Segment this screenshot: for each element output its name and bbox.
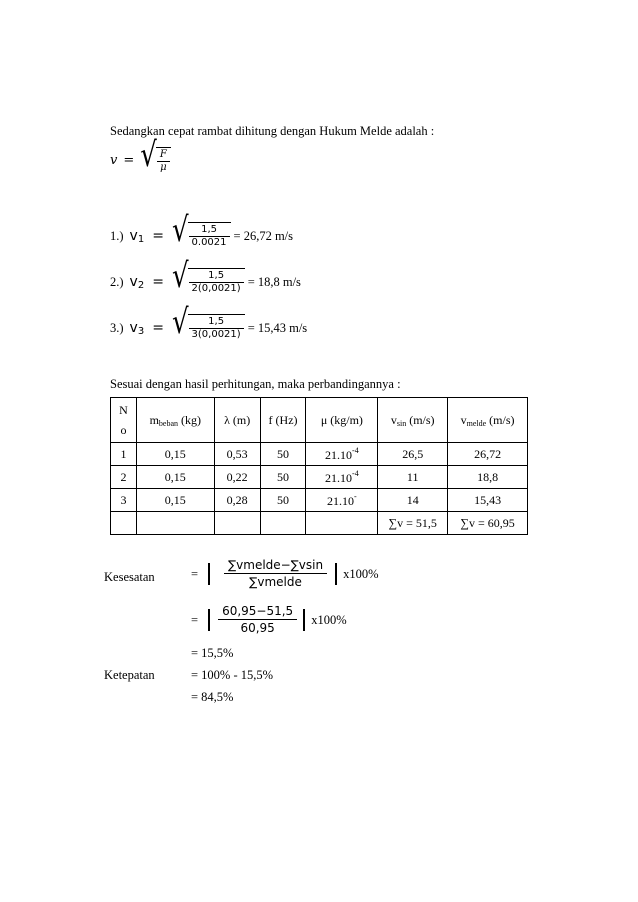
item-label: 2.) <box>110 274 124 289</box>
cell-lambda: 0,28 <box>214 489 260 512</box>
sqrt-sign: √ $\frac{1,5}{3(0,0021)}$ <box>172 314 245 341</box>
cell-mass: 0,15 <box>136 443 214 466</box>
item-sub: 1 <box>137 234 145 245</box>
item-label: 3.) <box>110 320 124 335</box>
cell-frequency: 50 <box>260 443 306 466</box>
comparison-table <box>110 397 528 535</box>
formula-eq: = <box>123 153 135 168</box>
abs-bar-right <box>335 563 337 585</box>
cell-sum-vsin: ∑v = 51,5 <box>378 512 448 535</box>
cell-vmelde: 18,8 <box>448 466 528 489</box>
item-eq: = <box>152 273 164 290</box>
sqrt-sign: √ $\frac{F}{\mu}$ <box>140 147 171 174</box>
formula-denominator: μ <box>160 162 167 173</box>
cell-vmelde: 26,72 <box>448 443 528 466</box>
error-x100: x100% <box>311 612 347 627</box>
item-label: 1.) <box>110 228 124 243</box>
cell-no: 1 <box>111 443 137 466</box>
item-sub: 3 <box>137 326 145 337</box>
header-mass: $m_{beban}$ (kg) <box>136 398 214 443</box>
cell-lambda: 0,22 <box>214 466 260 489</box>
cell-empty <box>214 512 260 535</box>
error-eq: = <box>191 612 199 627</box>
item-numerator: 1,5 <box>189 270 244 283</box>
error-denominator: ∑vmelde <box>249 575 302 589</box>
cell-empty <box>306 512 378 535</box>
calc-item-3 <box>110 303 308 343</box>
cell-mu: $21.10^{-4}$ <box>306 466 378 489</box>
error-denominator: 60,95 <box>240 621 275 635</box>
table-row <box>111 443 528 466</box>
calc-item-2 <box>110 257 301 297</box>
comparison-intro: Sesuai dengan hasil perhitungan, maka perbandingannya : <box>110 377 401 391</box>
cell-vmelde: 15,43 <box>448 489 528 512</box>
error-formula <box>191 557 379 590</box>
header-frequency: f (Hz) <box>260 398 306 443</box>
table-header-row <box>111 398 528 443</box>
header-no: N o <box>111 398 137 443</box>
cell-empty <box>260 512 306 535</box>
melde-formula <box>110 136 171 176</box>
item-result: = 26,72 m/s <box>233 228 294 243</box>
error-label: Kesesatan <box>104 570 155 584</box>
cell-mu: 21.10- <box>306 489 378 512</box>
item-denominator: 0.0021 <box>191 237 227 248</box>
formula-numerator: F <box>157 149 170 162</box>
error-eq: = <box>191 566 199 581</box>
item-sub: 2 <box>137 280 145 291</box>
intro-text: Sedangkan cepat rambat dihitung dengan Hukum Melde adalah : <box>110 124 435 138</box>
item-numerator: 1,5 <box>189 224 230 237</box>
cell-no: 3 <box>111 489 137 512</box>
accuracy-line-2: = 84,5% <box>191 690 234 704</box>
cell-mu: $21.10^{-4}$ <box>306 443 378 466</box>
error-substitution <box>191 603 347 636</box>
item-result: = 18,8 m/s <box>247 274 301 289</box>
cell-frequency: 50 <box>260 489 306 512</box>
cell-frequency: 50 <box>260 466 306 489</box>
item-eq: = <box>152 227 164 244</box>
sqrt-sign: √ $\frac{1,5}{0.0021}$ <box>172 222 231 249</box>
error-numerator: 60,95−51,5 <box>218 603 297 620</box>
cell-no: 2 <box>111 466 137 489</box>
header-lambda: λ (m) <box>214 398 260 443</box>
table-row <box>111 466 528 489</box>
calc-item-1 <box>110 211 294 251</box>
item-denominator: 3(0,0021) <box>191 329 241 340</box>
cell-mass: 0,15 <box>136 489 214 512</box>
sqrt-sign: √ $\frac{1,5}{2(0,0021)}$ <box>172 268 245 295</box>
header-vmelde: $v_{melde}$ (m/s) <box>448 398 528 443</box>
error-numerator: ∑vmelde−∑vsin <box>224 557 327 574</box>
error-result: = 15,5% <box>191 646 234 660</box>
table-row <box>111 489 528 512</box>
item-numerator: 1,5 <box>189 316 244 329</box>
item-var: v <box>129 273 138 290</box>
table-sum-row <box>111 512 528 535</box>
error-x100: x100% <box>343 566 379 581</box>
header-mu: μ (kg/m) <box>306 398 378 443</box>
accuracy-label: Ketepatan <box>104 668 155 682</box>
header-vsin: $v_{sin}$ (m/s) <box>378 398 448 443</box>
item-var: v <box>129 319 138 336</box>
formula-lhs: v <box>110 153 118 168</box>
cell-lambda: 0,53 <box>214 443 260 466</box>
cell-empty <box>136 512 214 535</box>
accuracy-line-1: = 100% - 15,5% <box>191 668 274 682</box>
item-var: v <box>129 227 138 244</box>
abs-bar-left <box>208 609 210 631</box>
cell-sum-vmelde: ∑v = 60,95 <box>448 512 528 535</box>
item-result: = 15,43 m/s <box>247 320 308 335</box>
item-eq: = <box>152 319 164 336</box>
cell-empty <box>111 512 137 535</box>
cell-vsin: 26,5 <box>378 443 448 466</box>
cell-vsin: 14 <box>378 489 448 512</box>
abs-bar-left <box>208 563 210 585</box>
cell-vsin: 11 <box>378 466 448 489</box>
cell-mass: 0,15 <box>136 466 214 489</box>
abs-bar-right <box>303 609 305 631</box>
item-denominator: 2(0,0021) <box>191 283 241 294</box>
